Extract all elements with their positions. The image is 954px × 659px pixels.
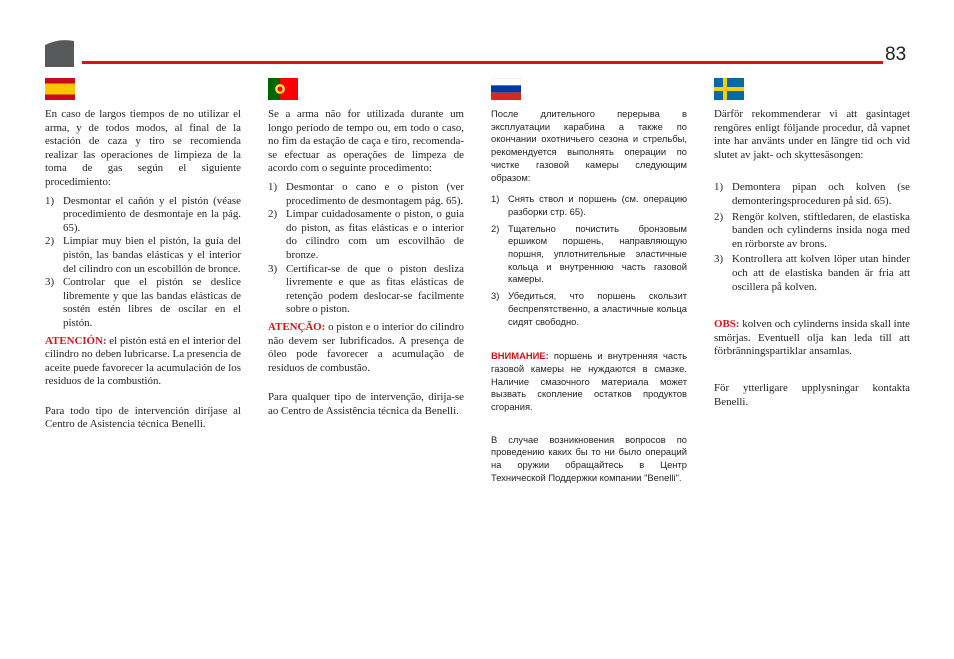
step-number: 2): [491, 222, 500, 234]
procedure-list: [45, 195, 241, 331]
list-item: [491, 290, 687, 328]
step-number: 1): [268, 180, 278, 193]
russia-flag-icon: [491, 78, 521, 100]
service-note: Para qualquer tipo de intervenção, dirija-se ao Centro de Assistência técnica da Benelli.: [268, 391, 464, 417]
intro-text: Se a arma não for utilizada durante um longo período de tempo ou, em todo o caso, no fim da estação de caça e tiro, recomenda-se efectuar as operações de limpeza de acordo com o seguinte procedimento:: [268, 108, 464, 175]
list-item: [714, 253, 910, 294]
step-number: 1): [491, 193, 500, 205]
step-text: Снять ствол и поршень (см. операцию разборки стр. 65).: [508, 193, 687, 217]
list-item: [45, 195, 241, 236]
column-swedish: [714, 78, 910, 409]
step-number: 1): [45, 194, 55, 207]
warning-label: OBS:: [714, 318, 740, 331]
brand-logo: [45, 39, 74, 67]
step-number: 2): [268, 208, 278, 221]
warning-label: ВНИМАНИЕ:: [491, 350, 549, 362]
step-number: 2): [45, 235, 55, 248]
service-note: Para todo tipo de intervención diríjase al Centro de Asistencia técnica Benelli.: [45, 404, 241, 431]
list-item: [45, 235, 241, 276]
list-item: [268, 263, 464, 317]
step-number: 3): [714, 253, 724, 266]
list-item: [268, 181, 464, 208]
warning-text: поршень и внутренняя часть газовой камеры не нуждаются в смазке. Наличие смазочного материала может вызвать скопление остатков продуктов сгорания.: [491, 350, 687, 413]
step-number: 3): [268, 262, 278, 275]
sweden-flag-icon: [714, 78, 744, 100]
column-russian: [491, 78, 687, 485]
warning-note: [45, 335, 241, 389]
column-portuguese: [268, 78, 464, 418]
list-item: [491, 223, 687, 287]
step-text: Тщательно почистить бронзовым ершиком поршень, направляющую поршня, уплотнительные эластичные кольца и внутреннюю часть газовой камеры.: [508, 222, 687, 285]
list-item: [45, 276, 241, 330]
warning-text: o piston e o interior do cilindro não devem ser lubrificados. A presença de óleo pode favorecer a acumulação de resíduos de combustão.: [268, 320, 464, 374]
warning-note: [268, 321, 464, 375]
step-text: Kontrollera att kolven löper utan hinder och att de elastiska banden är fria att oscillera på kolven.: [732, 253, 910, 293]
column-spanish: [45, 78, 241, 432]
step-number: 1): [714, 181, 724, 194]
intro-text: En caso de largos tiempos de no utilizar el arma, y de todos modos, al final de la estación de caza y tiro se recomienda realizar las operaciones de limpieza de la toma de gas según el siguiente procedimiento:: [45, 108, 241, 188]
list-item: [714, 181, 910, 208]
intro-text: Därför rekommenderar vi att gasintaget rengöres enligt följande procedur, då vapnet inte har använts under en längre tid och vid slutet av jakt- och skyttesäsongen:: [714, 108, 910, 161]
step-text: Desmontar el cañón y el pistón (véase procedimiento de desmontaje en la pág. 65).: [63, 194, 241, 234]
procedure-list: [714, 181, 910, 294]
warning-label: ATENÇÃO:: [268, 320, 326, 333]
intro-text: После длительного перерыва в эксплуатации карабина а также по окончании охотничьего сезона и стрельбы, рекомендуется выполнять операции по чистке газовой камеры следующим образом:: [491, 108, 687, 183]
warning-note: [714, 318, 910, 359]
procedure-list: [491, 193, 687, 328]
portugal-flag-icon: [268, 78, 298, 100]
header-rule: [82, 61, 883, 64]
step-text: Rengör kolven, stiftledaren, de elastiska banden och cylinderns insida noga med en rörborste av brons.: [732, 210, 910, 250]
step-text: Certificar-se de que o piston desliza livremente e que as fitas elásticas de retenção podem deslocar-se facilmente sobre o piston.: [286, 262, 464, 316]
list-item: [714, 211, 910, 252]
step-text: Limpar cuidadosamente o piston, o guia do piston, as fitas elásticas e o interior do cilindro com um escovilhão de bronze.: [286, 208, 464, 261]
step-text: Limpiar muy bien el pistón, la guía del pistón, las bandas elásticas y el interior del cilindro con un escobillón de bronce.: [63, 235, 241, 275]
procedure-list: [268, 181, 464, 317]
list-item: [268, 208, 464, 262]
step-number: 3): [45, 276, 55, 289]
warning-text: kolven och cylinderns insida skall inte smörjas. Eventuell olja kan leda till att förbränningspartiklar ansamlas.: [714, 318, 910, 358]
step-number: 2): [714, 210, 724, 223]
step-text: Desmontar o cano e o piston (ver procedimento de desmontagem pág. 65).: [286, 180, 464, 207]
step-number: 3): [491, 290, 500, 302]
warning-text: el pistón está en el interior del cilindro no deben lubricarse. La presencia de aceite puede favorecer la acumulación de los residuos de la combustión.: [45, 334, 241, 388]
spain-flag-icon: [45, 78, 75, 100]
service-note: För ytterligare upplysningar kontakta Benelli.: [714, 381, 910, 408]
step-text: Controlar que el pistón se deslice libremente y que las bandas elásticas de sostén estén libres de oscilar en el pistón.: [63, 276, 241, 329]
step-text: Demontera pipan och kolven (se demonteringsproceduren på sid. 65).: [732, 181, 910, 207]
warning-note: [491, 350, 687, 414]
step-text: Убедиться, что поршень скользит беспрепятственно, а эластичные кольца сидят свободно.: [508, 290, 687, 327]
service-note: В случае возникновения вопросов по проведению каких бы то ни было операций на оружии обращайтесь в Центр Технической Поддержки компании "Benelli".: [491, 433, 687, 483]
page-number: 83: [885, 44, 907, 65]
warning-label: ATENCIÓN:: [45, 334, 107, 347]
list-item: [491, 193, 687, 218]
